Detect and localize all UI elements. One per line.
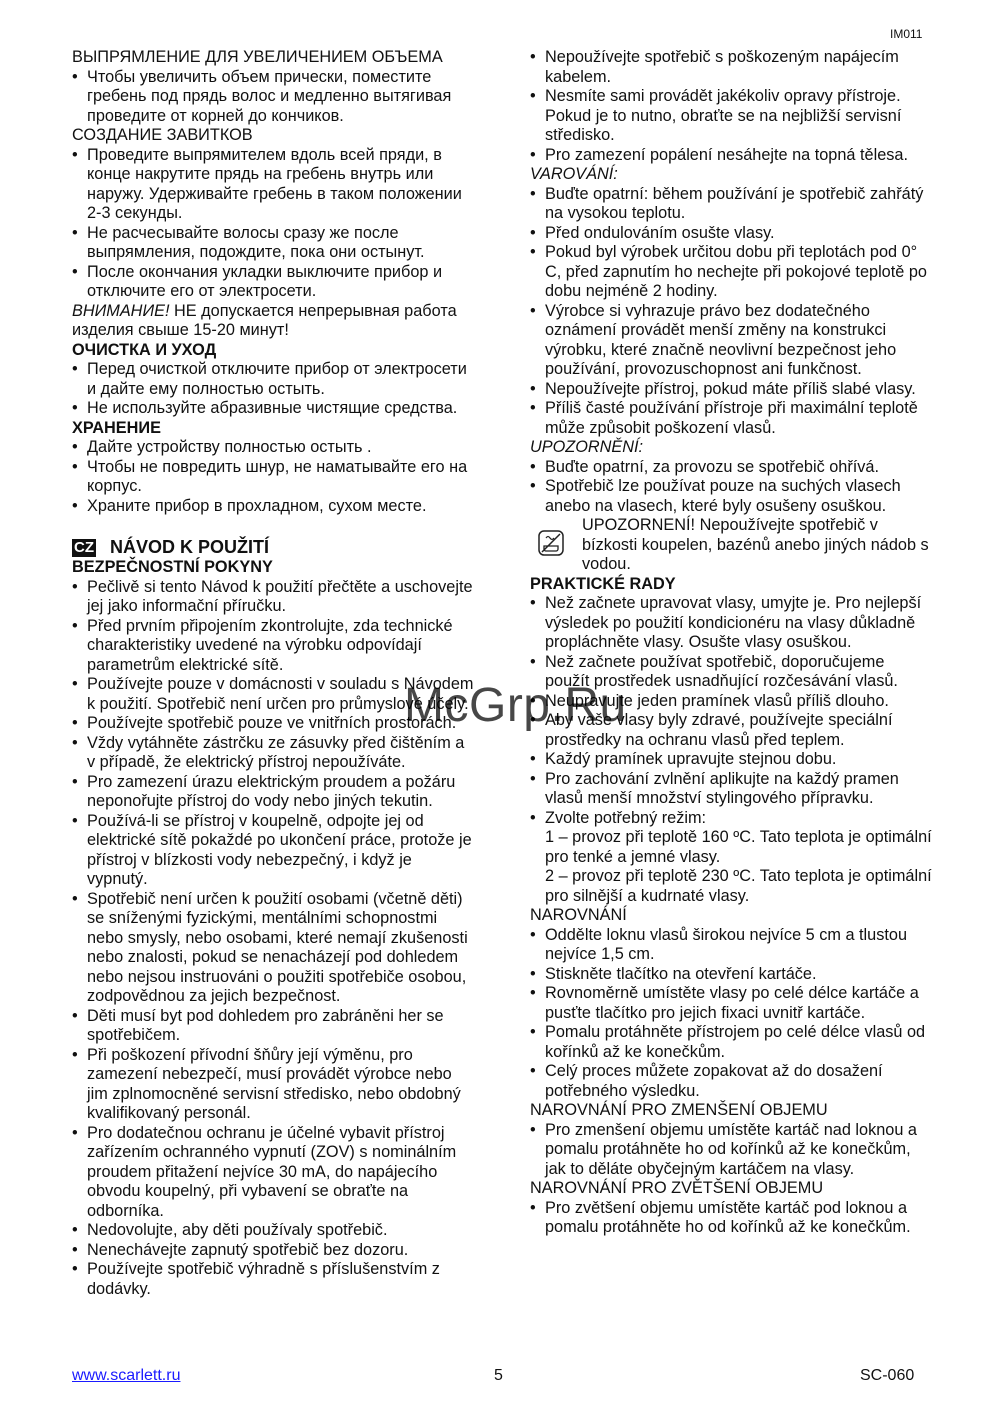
mode-description: 2 – provoz při teplotě 230 ºC. Tato teplota je optimální pro silnější a kudrnaté vlasy.	[545, 867, 932, 905]
website-link[interactable]: www.scarlett.ru	[72, 1367, 181, 1384]
section-heading: NAROVNÁNÍ PRO ZMENŠENÍ OBJEMU	[530, 1101, 828, 1119]
list-item: • Nesmíte sami provádět jakékoliv opravy přístroje. Pokud je to nutno, obraťte se na nejbližší servisní středisko.	[530, 87, 932, 146]
right-column	[530, 48, 932, 1238]
section-heading: BEZPEČNOSTNÍ POKYNY	[72, 558, 273, 576]
section-heading: ВЫПРЯМЛЕНИЕ ДЛЯ УВЕЛИЧЕНИЕМ ОБЪЕМА	[72, 48, 443, 66]
section-title	[72, 536, 474, 558]
attention-label: ВНИМАНИЕ!	[72, 301, 170, 320]
left-column	[72, 48, 474, 1299]
list-item: • Zvolte potřebný režim:	[530, 809, 932, 829]
document-code: IM011	[890, 27, 923, 41]
list-item: • Nepoužívejte přístroj, pokud máte příliš slabé vlasy.	[530, 380, 932, 400]
warning-heading: UPOZORNĚNÍ:	[530, 438, 644, 456]
list-item: • Pro dodatečnou ochranu je účelné vybavit přístroj zařízením ochranného vypnutí (ZOV) s nominálním proudem přitažení nejvíce 30 mA, do napájecího obvodu koupelný, při vybavení se obraťte na odborníka.	[72, 1124, 474, 1222]
list-item: • Výrobce si vyhrazuje právo bez dodatečného oznámení provádět menší změny na konstrukci výrobku, které značně neovlivní bezpečnost jeho používání, provozuschopnost ani funkčnost.	[530, 302, 932, 380]
attention-text: НЕ допускается непрерывная работа изделия свыше 15-20 минут!	[72, 301, 457, 339]
list-item: • Spotřebič lze používat pouze na suchých vlasech anebo na vlasech, které byly osušeny osuškou.	[530, 477, 932, 516]
no-water-icon	[538, 530, 564, 556]
list-item: • Не используйте абразивные чистящие средства.	[72, 399, 474, 419]
list-item: • Používejte spotřebič pouze ve vnitřních prostorách.	[72, 714, 474, 734]
list-item: • Nenechávejte zapnutý spotřebič bez dozoru.	[72, 1241, 474, 1261]
list-item: • Проведите выпрямителем вдоль всей пряди, в конце накрутите прядь на гребень внутрь или наружу. Удерживайте гребень в таком положении 2-3 секунды.	[72, 146, 474, 224]
list-item: • Používá-li se přístroj v koupelně, odpojte jej od elektrické sítě pokaždé po ukončení práce, protože je přístroj v blízkosti vody nebezpečný, i když je vypnutý.	[72, 812, 474, 890]
list-item: • Děti musí byt pod dohledem pro zabráněni her se spotřebičem.	[72, 1007, 474, 1046]
section-heading: PRAKTICKÉ RADY	[530, 574, 676, 593]
list-item: • Příliš časté používání přístroje při maximální teplotě může způsobit poškození vlasů.	[530, 399, 932, 438]
list-item: • Pro zmenšení objemu umístěte kartáč nad loknou a pomalu protáhněte ho od kořínků až ke konečkům, jak to děláte obyčejným kartáčem na vlasy.	[530, 1121, 932, 1180]
section-title-text: NÁVOD K POUŽITÍ	[110, 537, 270, 557]
list-item: • Pomalu protáhněte přístrojem po celé délce vlasů od kořínků až ke konečkům.	[530, 1023, 932, 1062]
list-item: • Buďte opatrní, za provozu se spotřebič ohřívá.	[530, 458, 932, 478]
attention-note	[72, 302, 474, 341]
list-item: • Než začnete používat spotřebič, doporučujeme použít prostředek usnadňující rozčesávání vlasů.	[530, 653, 932, 692]
page-number: 5	[494, 1367, 503, 1384]
list-item: • Pro zamezení úrazu elektrickým proudem a požáru neponořujte přístroj do vody nebo jiných tekutin.	[72, 773, 474, 812]
list-item: • Než začnete upravovat vlasy, umyjte je. Pro nejlepší výsledek po použití kondicionéru na vlasy důkladně propláchněte vlasy. Osušte vlasy osuškou.	[530, 594, 932, 653]
list-item: • Чтобы не повредить шнур, не наматывайте его на корпус.	[72, 458, 474, 497]
list-item: • Rovnoměrně umístěte vlasy po celé délce kartáče a pusťte tlačítko pro jejich fixaci uvnitř kartáče.	[530, 984, 932, 1023]
list-item: • Перед очисткой отключите прибор от электросети и дайте ему полностью остыть.	[72, 360, 474, 399]
list-item: • Používejte spotřebič výhradně s příslušenstvím z dodávky.	[72, 1260, 474, 1299]
list-item: • Pokud byl výrobek určitou dobu při teplotách pod 0° C, před zapnutím ho nechejte při pokojové teplotě po dobu nejméně 2 hodiny.	[530, 243, 932, 302]
list-item: • Vždy vytáhněte zástrčku ze zásuvky před čištěním a v případě, že elektrický přístroj nepoužíváte.	[72, 734, 474, 773]
list-item: • Oddělte loknu vlasů širokou nejvíce 5 cm a tlustou nejvíce 1,5 cm.	[530, 926, 932, 965]
list-item: • После окончания укладки выключите прибор и отключите его от электросети.	[72, 263, 474, 302]
language-badge: CZ	[74, 539, 94, 556]
list-item: • Před prvním připojením zkontrolujte, zda technické charakteristiky uvedené na výrobku odpovídají parametrům elektrické sítě.	[72, 617, 474, 676]
list-item: • Před ondulováním osušte vlasy.	[530, 224, 932, 244]
section-heading: NAROVNÁNÍ PRO ZVĚTŠENÍ OBJEMU	[530, 1179, 824, 1197]
list-item: • Pečlivě si tento Návod k použití přečtěte a uschovejte jej jako informační příručku.	[72, 578, 474, 617]
list-item: • Pro zachování zvlnění aplikujte na každý pramen vlasů menší množství stylingového přípravku.	[530, 770, 932, 809]
list-item: • Nedovolujte, aby děti používaly spotřebič.	[72, 1221, 474, 1241]
section-heading: ХРАНЕНИЕ	[72, 418, 161, 437]
list-item: • Храните прибор в прохладном, сухом месте.	[72, 497, 474, 517]
section-heading: ОЧИСТКА И УХОД	[72, 340, 217, 359]
list-item: • Používejte pouze v domácnosti v souladu s Návodem k použití. Spotřebič není určen pro průmyslové účely.	[72, 675, 474, 714]
list-item: • Чтобы увеличить объем прически, поместите гребень под прядь волос и медленно вытягивая проведите от корней до кончиков.	[72, 68, 474, 127]
mode-description: 1 – provoz při teplotě 160 ºC. Tato teplota je optimální pro tenké a jemné vlasy.	[545, 828, 932, 866]
bath-warning-text: UPOZORNENÍ! Nepoužívejte spotřebič v bízkosti koupelen, bazénů anebo jiných nádob s vodou.	[582, 516, 929, 573]
list-item: • Každý pramínek upravujte stejnou dobu.	[530, 750, 932, 770]
list-item: • Nepoužívejte spotřebič s poškozeným napájecím kabelem.	[530, 48, 932, 87]
section-heading: NAROVNÁNÍ	[530, 906, 627, 924]
watermark: McGrp.Ru	[404, 679, 627, 732]
list-item: • Не расчесывайте волосы сразу же после выпрямления, подождите, пока они остынут.	[72, 224, 474, 263]
list-item: • Pro zvětšení objemu umístěte kartáč pod loknou a pomalu protáhněte ho od kořínků až ke konečkům.	[530, 1199, 932, 1238]
warning-heading: VAROVÁNÍ:	[530, 165, 618, 183]
list-item: • Aby vaše vlasy byly zdravé, používejte speciální prostředky na ochranu vlasů před teplem.	[530, 711, 932, 750]
list-item: • Celý proces můžete zopakovat až do dosažení potřebného výsledku.	[530, 1062, 932, 1101]
list-item: • Stiskněte tlačítko na otevření kartáče.	[530, 965, 932, 985]
list-item: • Spotřebič není určen k použití osobami (včetně děti) se sníženými fyzickými, mentálními schopnostmi nebo smysly, nebo osobami, které nemají zkušenosti nebo znalosti, pokud se nenacházejí pod dohledem nebo nejsou instruováni o použiti spotřebiče osobou, zodpovědnou za jejich bezpečnost.	[72, 890, 474, 1007]
bath-warning	[530, 516, 932, 575]
model-number: SC-060	[860, 1367, 915, 1384]
section-heading: СОЗДАНИЕ ЗАВИТКОВ	[72, 126, 253, 144]
list-item: • Při poškození přívodní šňůry její výměnu, pro zamezení nebezpečí, musí provádět výrobce nebo jim zplnomocněné servisní středisko, nebo obdobný kvalifikovaný personál.	[72, 1046, 474, 1124]
list-item: • Neupravujte jeden pramínek vlasů příliš dlouho.	[530, 692, 932, 712]
list-item: • Дайте устройству полностью остыть .	[72, 438, 474, 458]
list-item: • Pro zamezení popálení nesáhejte na topná tělesa.	[530, 146, 932, 166]
list-item: • Buďte opatrní: během používání je spotřebič zahřátý na vysokou teplotu.	[530, 185, 932, 224]
